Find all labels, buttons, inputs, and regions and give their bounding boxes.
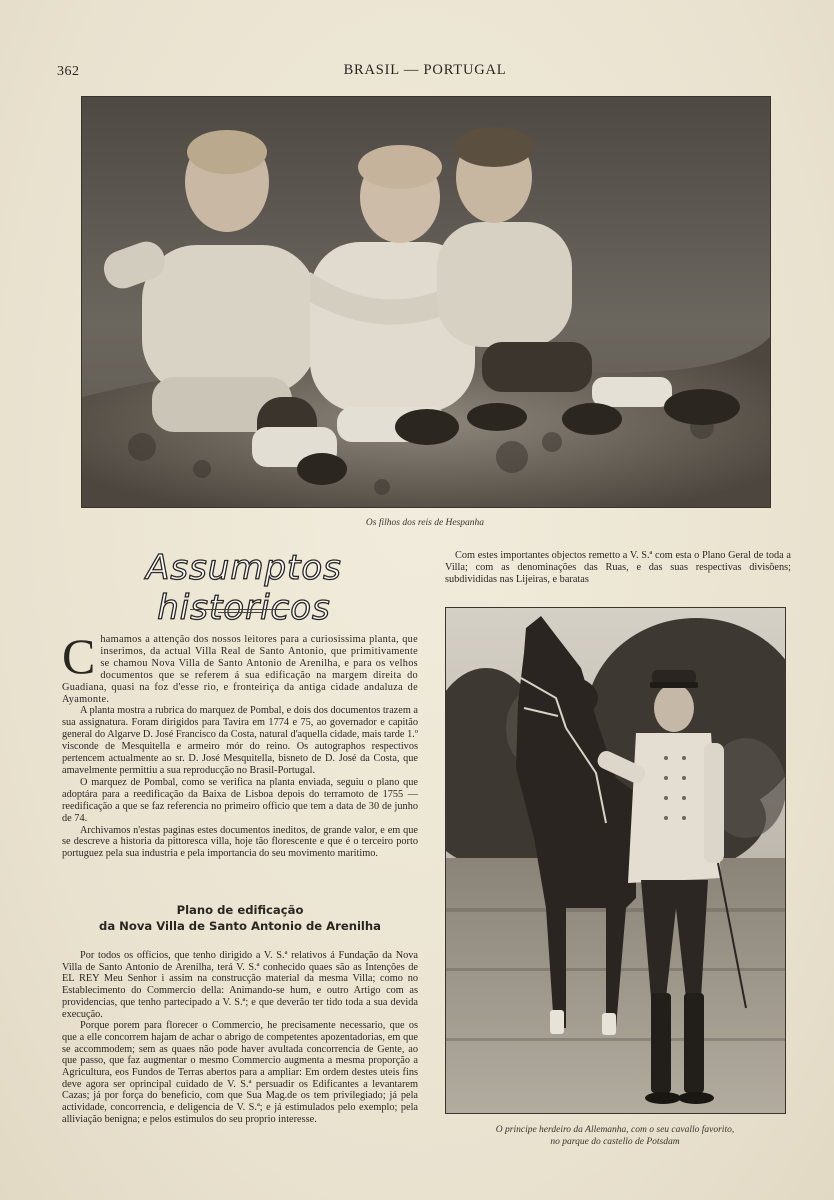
right-column-text [445, 550, 791, 586]
article-paragraph-3: O marquez de Pombal, como se verifica na planta enviada, seguiu o plano que adoptára para a reedificação da Baixa de Lisboa depois do terramoto de 1755 — reedificação a que se faz referencia no primeiro officio que tem a data de 30 de junho de 74. [62, 776, 418, 824]
prince-horse-photograph [445, 607, 786, 1114]
prince-caption-line-2: no parque do castello de Potsdam [550, 1137, 680, 1147]
children-photograph [81, 96, 771, 508]
drop-cap: C [62, 628, 96, 684]
page-number: 362 [57, 64, 80, 79]
article-paragraph-2: A planta mostra a rubrica do marquez de Pombal, e dois dos documentos trazem a sua assignatura. Foram dirigidos para Tavira em 1774 e 75, ao governador e capitão general do Algarve D. José Francisco da Costa, natural d'aquella cidade, mais tarde 1.º visconde de Mesquitella e armeiro mór do reino. Os autographos respectivos pertencem actualmente ao sr. D. José Mesquitella, bisneto de D. José da Costa, que amavelmente permittiu a sua reproducção no Brasil-Portugal. [62, 705, 418, 776]
children-photo-image [82, 97, 770, 507]
section-subheading [62, 902, 418, 934]
article-body [62, 628, 418, 860]
document-paragraph-1: Por todos os officios, que tenho dirigido a V. S.ª relativos á Fundação da Nova Villa de Santo Antonio de Arenilha, terá V. S.ª conhecido quaes são as Intenções de EL REY Meu Senhor i assim na construcção material da mesma Villa; como no Establecimento do Commercio della: Animando-se hum, e outro Artigo com as providencias, que tenho partecipado a V. S.ª; e que deverão ter tido toda a sua devida execução. [62, 950, 418, 1020]
document-paragraph-2: Porque porem para florecer o Commercio, he precisamente necessario, que os que a elle concorrem hajam de achar o abrigo de competentes apozentadorias, em que se accommodem; sem as quaes não pode haver avultada concorrencia de Gente, ao que passo, que faz augmentar o mesmo Commercio augmenta a mesma proporção a Agricultura, eos Fundos de Terras abertos para a ampliar: Em ordem destes uteis fins deve agora ser oprincipal cuidado de V. S.ª persuadir os Edificantes a levantarem Cazas; já por força do beneficio, com que Sua Mag.de os tem privilegiado; já pela actividade, concorrencia, e deligencia de V. S.ª; e já estimulados pelo exemplo; pela alliviação benigna; e pelos estimulos do seu proprio interesse. [62, 1020, 418, 1125]
subheading-line-1: Plano de edificação [176, 903, 304, 917]
right-column-paragraph: Com estes importantes objectos remetto a V. S.ª com esta o Plano Geral de toda a Villa; com as denominações das Ruas, e das suas respectivas divisõens; subdivididas nas Lijeiras, e baratas [445, 550, 791, 585]
headline-rule [190, 609, 290, 610]
subheading-line-2: da Nova Villa de Santo Antonio de Arenilha [99, 919, 381, 933]
prince-caption-line-1: O principe herdeiro da Allemanha, com o seu cavallo favorito, [495, 1125, 735, 1135]
article-paragraph-4: Archivamos n'estas paginas estes documentos ineditos, de grande valor, e em que se descreve a historia da pittoresca villa, hoje tão florescente e que é o terceiro porto portuguez pela sua industria e pela importancia do seu movimento maritimo. [62, 824, 418, 860]
prince-photo-caption [440, 1124, 790, 1148]
headline-rule-short [218, 612, 262, 613]
article-paragraph-1: Chamamos a attenção dos nossos leitores para a curiosissima planta, que inserimos, da actual Villa Real de Santo Antonio, que primitivamente se chamou Nova Villa de Santo Antonio de Arenilha, e para os velhos documentos que se referem á sua edificação na margem direita do Guadiana, quasi na foz d'esse rio, e fronteiriça da antiga cidade andaluza de Ayamonte. [62, 628, 418, 705]
article-headline: Assumptos historicos [146, 548, 342, 628]
prince-horse-photo-image [446, 608, 785, 1113]
document-transcription [62, 950, 418, 1126]
children-photo-caption: Os filhos dos reis de Hespanha [365, 518, 485, 528]
running-title: BRASIL — PORTUGAL [343, 62, 507, 78]
